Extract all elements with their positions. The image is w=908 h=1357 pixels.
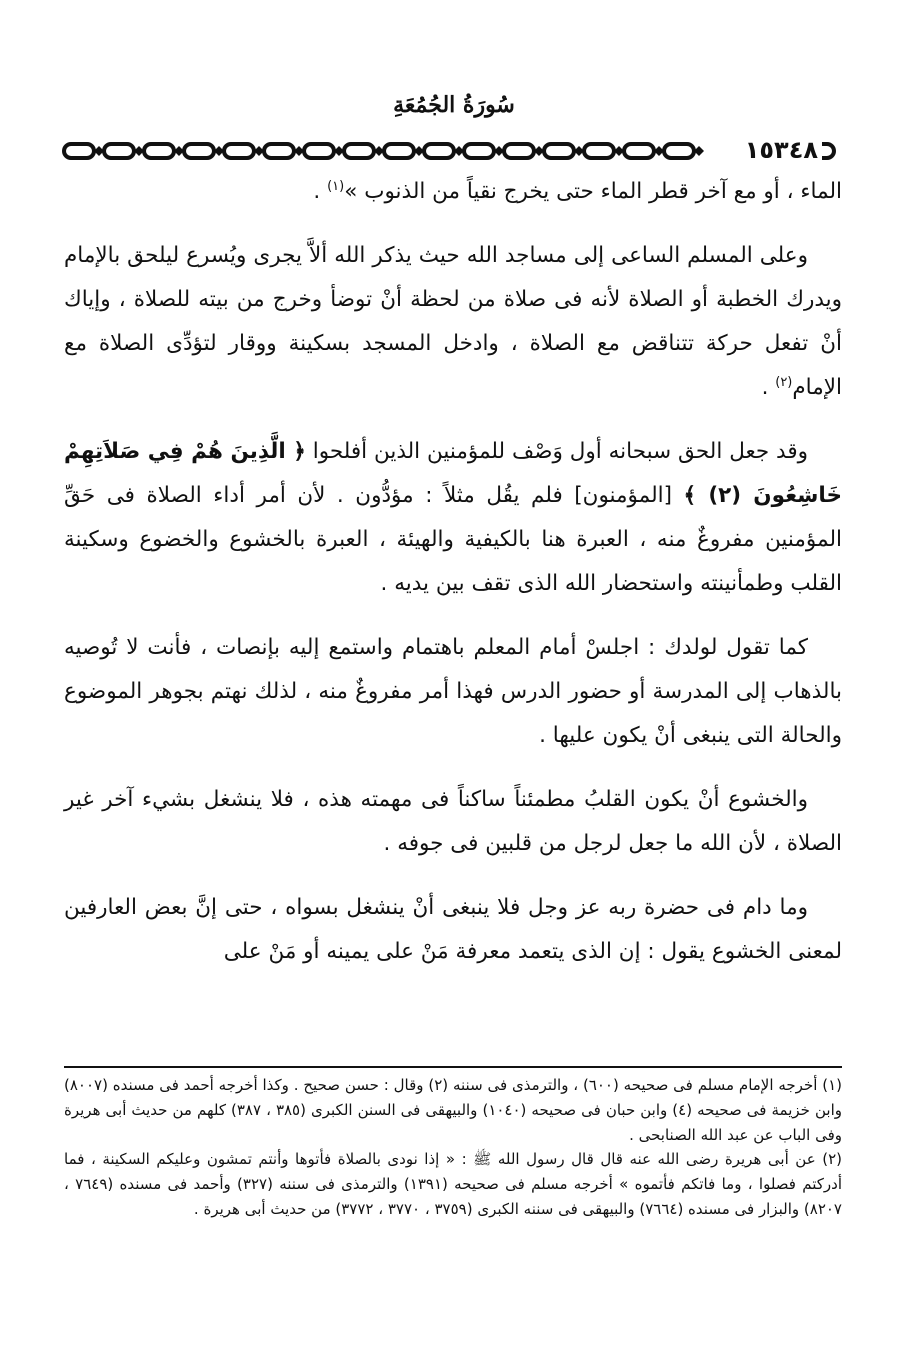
chain-link-icon — [384, 144, 414, 158]
footnote-2: (٢) عن أبى هريرة رضى الله عنه قال قال رسول الله ﷺ : « إذا نودى بالصلاة فأتوها وأنتم تمشون وعليكم السكينة ، فما أدركتم فصلوا ، وما فاتكم فأتموه » أخرجه مسلم فى صحيحه (١٣٩١) والترمذى فى سننه (٣٢٧) وأحمد فى مسنده (٧٦٤٩ ، ٨٢٠٧) والبزار فى مسنده (٧٦٦٤) والبيهقى فى سننه الكبرى (٣٧٥٩ ، ٣٧٧٠ ، ٣٧٧٢) من حديث أبى هريرة . — [64, 1150, 843, 1218]
paragraph-text: الماء ، أو مع آخر قطر الماء حتى يخرج نقياً من الذنوب » — [344, 179, 842, 204]
chain-link-icon — [344, 144, 374, 158]
paragraph: وما دام فى حضرة ربه عز وجل فلا ينبغى أنْ ينشغل بسواه ، حتى إنَّ بعض العارفين لمعنى الخشوع يقول : إن الذى يتعمد معرفة مَنْ على يمينه أو مَنْ على — [64, 895, 842, 964]
header-ornament-row — [60, 136, 840, 164]
chain-link-icon — [544, 144, 574, 158]
page-number: ١٥٣٤٨ — [741, 134, 822, 166]
chain-link-icon — [584, 144, 614, 158]
paragraph: والخشوع أنْ يكون القلبُ مطمئناً ساكناً فى مهمته هذه ، فلا ينشغل بشيء آخر غير الصلاة ، لأن الله ما جعل لرجل من قلبين فى جوفه . — [64, 787, 842, 856]
paragraph-continuation — [64, 170, 842, 214]
chain-link-icon — [64, 144, 94, 158]
chain-link-icon — [184, 144, 214, 158]
chain-diamond-icon — [694, 146, 704, 156]
chain-link-icon — [504, 144, 534, 158]
footnote-ref-2: (٢) — [775, 374, 793, 390]
chain-link-icon — [104, 144, 134, 158]
paragraph — [64, 234, 842, 410]
paragraph: كما تقول لولدك : اجلسْ أمام المعلم باهتمام واستمع إليه بإنصات ، فأنت لا تُوصيه بالذهاب إلى المدرسة أو حضور الدرس فهذا أمر مفروغٌ منه ، لذلك نهتم بجوهر الموضوع والحالة التى ينبغى أنْ يكون عليها . — [64, 635, 842, 748]
chain-link-icon — [304, 144, 334, 158]
chain-link-icon — [464, 144, 494, 158]
chain-link-icon — [264, 144, 294, 158]
chain-link-icon — [624, 144, 654, 158]
chain-link-icon — [664, 144, 694, 158]
body-text — [64, 170, 842, 994]
paragraph — [64, 430, 842, 606]
chain-link-icon — [144, 144, 174, 158]
paragraph-text: وقد جعل الحق سبحانه أول وَصْف للمؤمنين الذين أفلحوا — [305, 439, 808, 464]
footnote-ref-1: (١) — [327, 178, 345, 194]
footnotes — [64, 1073, 842, 1222]
footnote-1: (١) أخرجه الإمام مسلم فى صحيحه (٦٠٠) ، والترمذى فى سننه (٢) وقال : حسن صحيح . وكذا أخرجه أحمد فى مسنده (٨٠٠٧) وابن خزيمة فى صحيحه (٤) وابن حبان فى صحيحه (١٠٤٠) والبيهقى فى السنن الكبرى (٣٨٥ ، ٣٨٧) كلهم من حديث أبى هريرة وفى الباب عن عبد الله الصنابحى . — [64, 1076, 842, 1144]
chain-link-icon — [224, 144, 254, 158]
paragraph-end: . — [313, 179, 328, 204]
chain-link-icon — [424, 144, 454, 158]
paragraph-text: وعلى المسلم الساعى إلى مساجد الله حيث يذكر الله ألاَّ يجرى ويُسرع ليلحق بالإمام ويدرك الخطبة أو الصلاة لأنه فى صلاة من لحظة أنْ توضأ وخرج من بيته للصلاة ، وإياك أنْ تفعل حركة تتناقض مع الصلاة ، وادخل المسجد بسكينة ووقار لتؤدِّى الصلاة مع الإمام — [64, 243, 842, 400]
chain-ornament-icon — [60, 140, 840, 162]
paragraph-end: . — [761, 375, 776, 400]
paragraph-text: [المؤمنون] فلم يقُل مثلاً : مؤدُّون . لأن أمر أداء الصلاة فى حَقِّ المؤمنين مفروغٌ منه ، العبرة هنا بالكيفية والهيئة ، العبرة بالخشوع والخضوع وسكينة القلب وطمأنينته واستحضار الله الذى تقف بين يديه . — [64, 483, 842, 596]
quran-verse: ﴿ الَّذِينَ هُمْ فِي صَلاَتِهِمْ خَاشِعُونَ (٢) ﴾ — [64, 439, 842, 508]
footnote-divider — [64, 1066, 842, 1068]
surah-title: سُورَةُ الجُمُعَةِ — [393, 92, 515, 118]
